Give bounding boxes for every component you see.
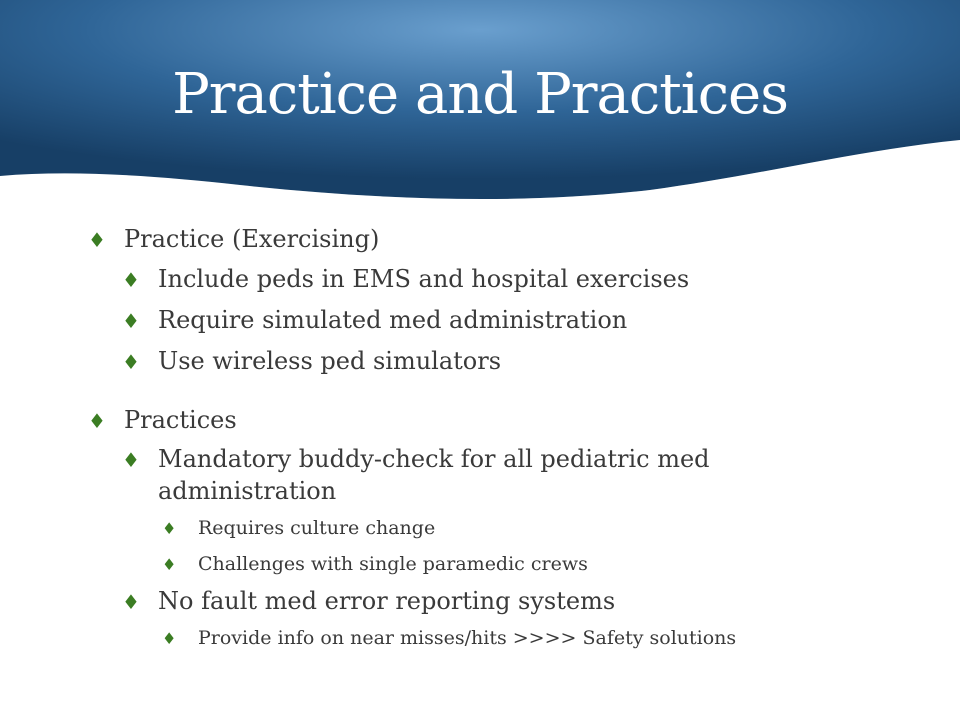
section-label: Practice (Exercising) bbox=[124, 225, 380, 253]
bullet-text: Challenges with single paramedic crews bbox=[198, 553, 588, 575]
slide-content bbox=[88, 222, 948, 651]
bullet-level3 bbox=[88, 625, 948, 651]
diamond-bullet-icon: ♦ bbox=[122, 309, 140, 333]
bullet-level2 bbox=[88, 263, 948, 295]
bullet-level1 bbox=[88, 403, 948, 437]
bullet-text: Requires culture change bbox=[198, 517, 436, 539]
slide-title: Practice and Practices bbox=[172, 62, 788, 127]
bullet-text: Require simulated med administration bbox=[158, 306, 628, 334]
bullet-level2 bbox=[88, 345, 948, 377]
bullet-text: Use wireless ped simulators bbox=[158, 347, 502, 375]
diamond-bullet-icon: ♦ bbox=[122, 448, 140, 472]
bullet-level2 bbox=[88, 443, 798, 507]
bullet-level3 bbox=[88, 551, 948, 577]
diamond-bullet-icon: ♦ bbox=[162, 519, 177, 538]
diamond-bullet-icon: ♦ bbox=[162, 629, 177, 648]
bullet-level2 bbox=[88, 304, 948, 336]
bullet-text: Mandatory buddy-check for all pediatric med administration bbox=[158, 445, 710, 505]
diamond-bullet-icon: ♦ bbox=[122, 268, 140, 292]
bullet-level1 bbox=[88, 222, 948, 256]
bullet-text: Provide info on near misses/hits >>>> Safety solutions bbox=[198, 627, 737, 649]
bullet-level3 bbox=[88, 515, 948, 541]
bullet-level2 bbox=[88, 585, 948, 617]
diamond-bullet-icon: ♦ bbox=[88, 409, 106, 433]
bullet-text: Include peds in EMS and hospital exercises bbox=[158, 265, 690, 293]
diamond-bullet-icon: ♦ bbox=[162, 555, 177, 574]
diamond-bullet-icon: ♦ bbox=[88, 228, 106, 252]
diamond-bullet-icon: ♦ bbox=[122, 350, 140, 374]
section-label: Practices bbox=[124, 406, 237, 434]
diamond-bullet-icon: ♦ bbox=[122, 590, 140, 614]
bullet-text: No fault med error reporting systems bbox=[158, 587, 616, 615]
